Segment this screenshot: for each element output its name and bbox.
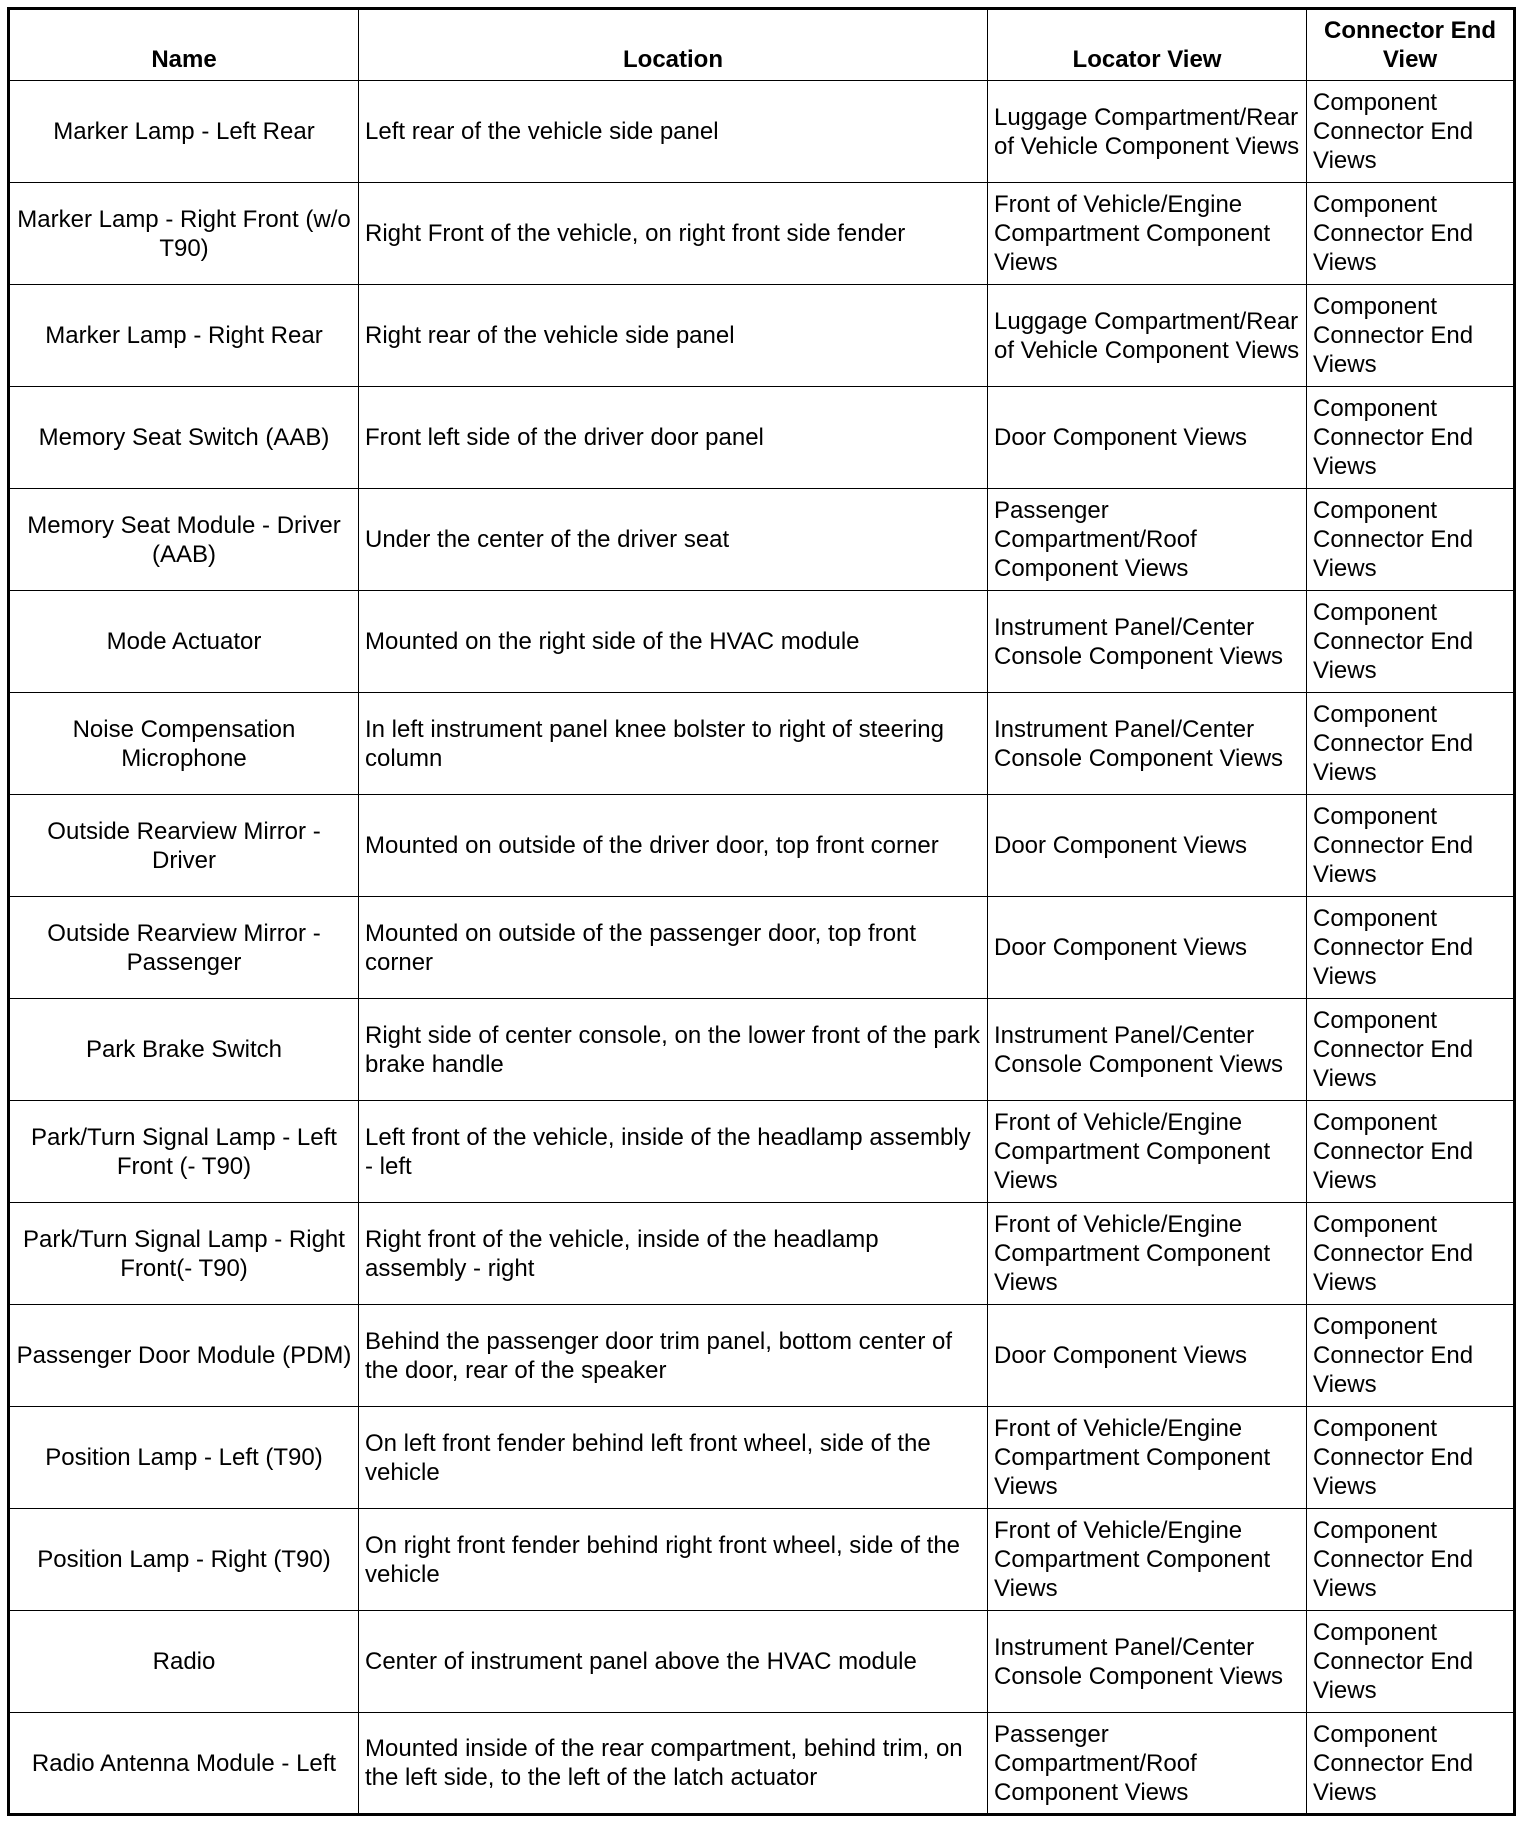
cell-connector-end-view: Component Connector End Views <box>1307 1407 1515 1509</box>
table-row <box>9 1611 1515 1713</box>
cell-name: Memory Seat Switch (AAB) <box>9 387 359 489</box>
table-row <box>9 1407 1515 1509</box>
table-row <box>9 1713 1515 1815</box>
table-row <box>9 489 1515 591</box>
cell-locator-view: Front of Vehicle/Engine Compartment Component Views <box>988 1203 1307 1305</box>
cell-connector-end-view: Component Connector End Views <box>1307 795 1515 897</box>
header-locator-view: Locator View <box>988 9 1307 81</box>
cell-locator-view: Passenger Compartment/Roof Component Views <box>988 1713 1307 1815</box>
cell-locator-view: Door Component Views <box>988 795 1307 897</box>
cell-locator-view: Front of Vehicle/Engine Compartment Component Views <box>988 1509 1307 1611</box>
table-row <box>9 897 1515 999</box>
cell-locator-view: Luggage Compartment/Rear of Vehicle Component Views <box>988 81 1307 183</box>
cell-connector-end-view: Component Connector End Views <box>1307 1611 1515 1713</box>
cell-location: Mounted inside of the rear compartment, behind trim, on the left side, to the left of the latch actuator <box>359 1713 988 1815</box>
cell-connector-end-view: Component Connector End Views <box>1307 1509 1515 1611</box>
table-row <box>9 1509 1515 1611</box>
cell-locator-view: Instrument Panel/Center Console Component Views <box>988 1611 1307 1713</box>
cell-name: Outside Rearview Mirror - Driver <box>9 795 359 897</box>
table-row <box>9 183 1515 285</box>
table-row <box>9 1101 1515 1203</box>
cell-location: Right rear of the vehicle side panel <box>359 285 988 387</box>
cell-location: On left front fender behind left front wheel, side of the vehicle <box>359 1407 988 1509</box>
cell-locator-view: Front of Vehicle/Engine Compartment Component Views <box>988 1407 1307 1509</box>
cell-name: Passenger Door Module (PDM) <box>9 1305 359 1407</box>
cell-location: Mounted on the right side of the HVAC module <box>359 591 988 693</box>
cell-connector-end-view: Component Connector End Views <box>1307 999 1515 1101</box>
header-name: Name <box>9 9 359 81</box>
cell-location: Right Front of the vehicle, on right front side fender <box>359 183 988 285</box>
cell-locator-view: Door Component Views <box>988 1305 1307 1407</box>
cell-name: Park/Turn Signal Lamp - Left Front (- T90) <box>9 1101 359 1203</box>
cell-location: Left rear of the vehicle side panel <box>359 81 988 183</box>
cell-connector-end-view: Component Connector End Views <box>1307 81 1515 183</box>
cell-location: Mounted on outside of the driver door, top front corner <box>359 795 988 897</box>
table-row <box>9 591 1515 693</box>
cell-connector-end-view: Component Connector End Views <box>1307 693 1515 795</box>
table-row <box>9 999 1515 1101</box>
cell-location: Right side of center console, on the lower front of the park brake handle <box>359 999 988 1101</box>
cell-name: Radio Antenna Module - Left <box>9 1713 359 1815</box>
cell-connector-end-view: Component Connector End Views <box>1307 489 1515 591</box>
cell-locator-view: Front of Vehicle/Engine Compartment Component Views <box>988 1101 1307 1203</box>
cell-locator-view: Front of Vehicle/Engine Compartment Component Views <box>988 183 1307 285</box>
cell-connector-end-view: Component Connector End Views <box>1307 1101 1515 1203</box>
table-row <box>9 795 1515 897</box>
cell-connector-end-view: Component Connector End Views <box>1307 1203 1515 1305</box>
cell-name: Mode Actuator <box>9 591 359 693</box>
cell-name: Position Lamp - Left (T90) <box>9 1407 359 1509</box>
cell-location: Front left side of the driver door panel <box>359 387 988 489</box>
cell-locator-view: Door Component Views <box>988 897 1307 999</box>
cell-name: Park/Turn Signal Lamp - Right Front(- T90) <box>9 1203 359 1305</box>
cell-location: Mounted on outside of the passenger door, top front corner <box>359 897 988 999</box>
cell-connector-end-view: Component Connector End Views <box>1307 285 1515 387</box>
table-row <box>9 285 1515 387</box>
cell-name: Marker Lamp - Right Rear <box>9 285 359 387</box>
cell-locator-view: Instrument Panel/Center Console Component Views <box>988 999 1307 1101</box>
cell-location: Behind the passenger door trim panel, bottom center of the door, rear of the speaker <box>359 1305 988 1407</box>
table-row <box>9 387 1515 489</box>
header-row <box>9 9 1515 81</box>
table-header <box>9 9 1515 81</box>
cell-name: Memory Seat Module - Driver (AAB) <box>9 489 359 591</box>
cell-locator-view: Luggage Compartment/Rear of Vehicle Component Views <box>988 285 1307 387</box>
cell-location: Center of instrument panel above the HVAC module <box>359 1611 988 1713</box>
cell-locator-view: Instrument Panel/Center Console Component Views <box>988 693 1307 795</box>
header-connector-end-view: Connector End View <box>1307 9 1515 81</box>
cell-connector-end-view: Component Connector End Views <box>1307 591 1515 693</box>
cell-locator-view: Instrument Panel/Center Console Component Views <box>988 591 1307 693</box>
cell-location: Under the center of the driver seat <box>359 489 988 591</box>
cell-location: On right front fender behind right front wheel, side of the vehicle <box>359 1509 988 1611</box>
cell-locator-view: Passenger Compartment/Roof Component Views <box>988 489 1307 591</box>
cell-name: Position Lamp - Right (T90) <box>9 1509 359 1611</box>
table-row <box>9 1305 1515 1407</box>
header-location: Location <box>359 9 988 81</box>
table-row <box>9 1203 1515 1305</box>
table-row <box>9 693 1515 795</box>
cell-name: Outside Rearview Mirror - Passenger <box>9 897 359 999</box>
cell-name: Marker Lamp - Left Rear <box>9 81 359 183</box>
cell-connector-end-view: Component Connector End Views <box>1307 1713 1515 1815</box>
table-row <box>9 81 1515 183</box>
cell-connector-end-view: Component Connector End Views <box>1307 1305 1515 1407</box>
cell-connector-end-view: Component Connector End Views <box>1307 183 1515 285</box>
table-body <box>9 81 1515 1815</box>
cell-name: Marker Lamp - Right Front (w/o T90) <box>9 183 359 285</box>
cell-name: Radio <box>9 1611 359 1713</box>
cell-location: Left front of the vehicle, inside of the headlamp assembly - left <box>359 1101 988 1203</box>
cell-locator-view: Door Component Views <box>988 387 1307 489</box>
cell-connector-end-view: Component Connector End Views <box>1307 387 1515 489</box>
cell-location: Right front of the vehicle, inside of the headlamp assembly - right <box>359 1203 988 1305</box>
cell-name: Noise Compensation Microphone <box>9 693 359 795</box>
component-locator-table <box>7 7 1516 1816</box>
cell-name: Park Brake Switch <box>9 999 359 1101</box>
cell-location: In left instrument panel knee bolster to right of steering column <box>359 693 988 795</box>
cell-connector-end-view: Component Connector End Views <box>1307 897 1515 999</box>
